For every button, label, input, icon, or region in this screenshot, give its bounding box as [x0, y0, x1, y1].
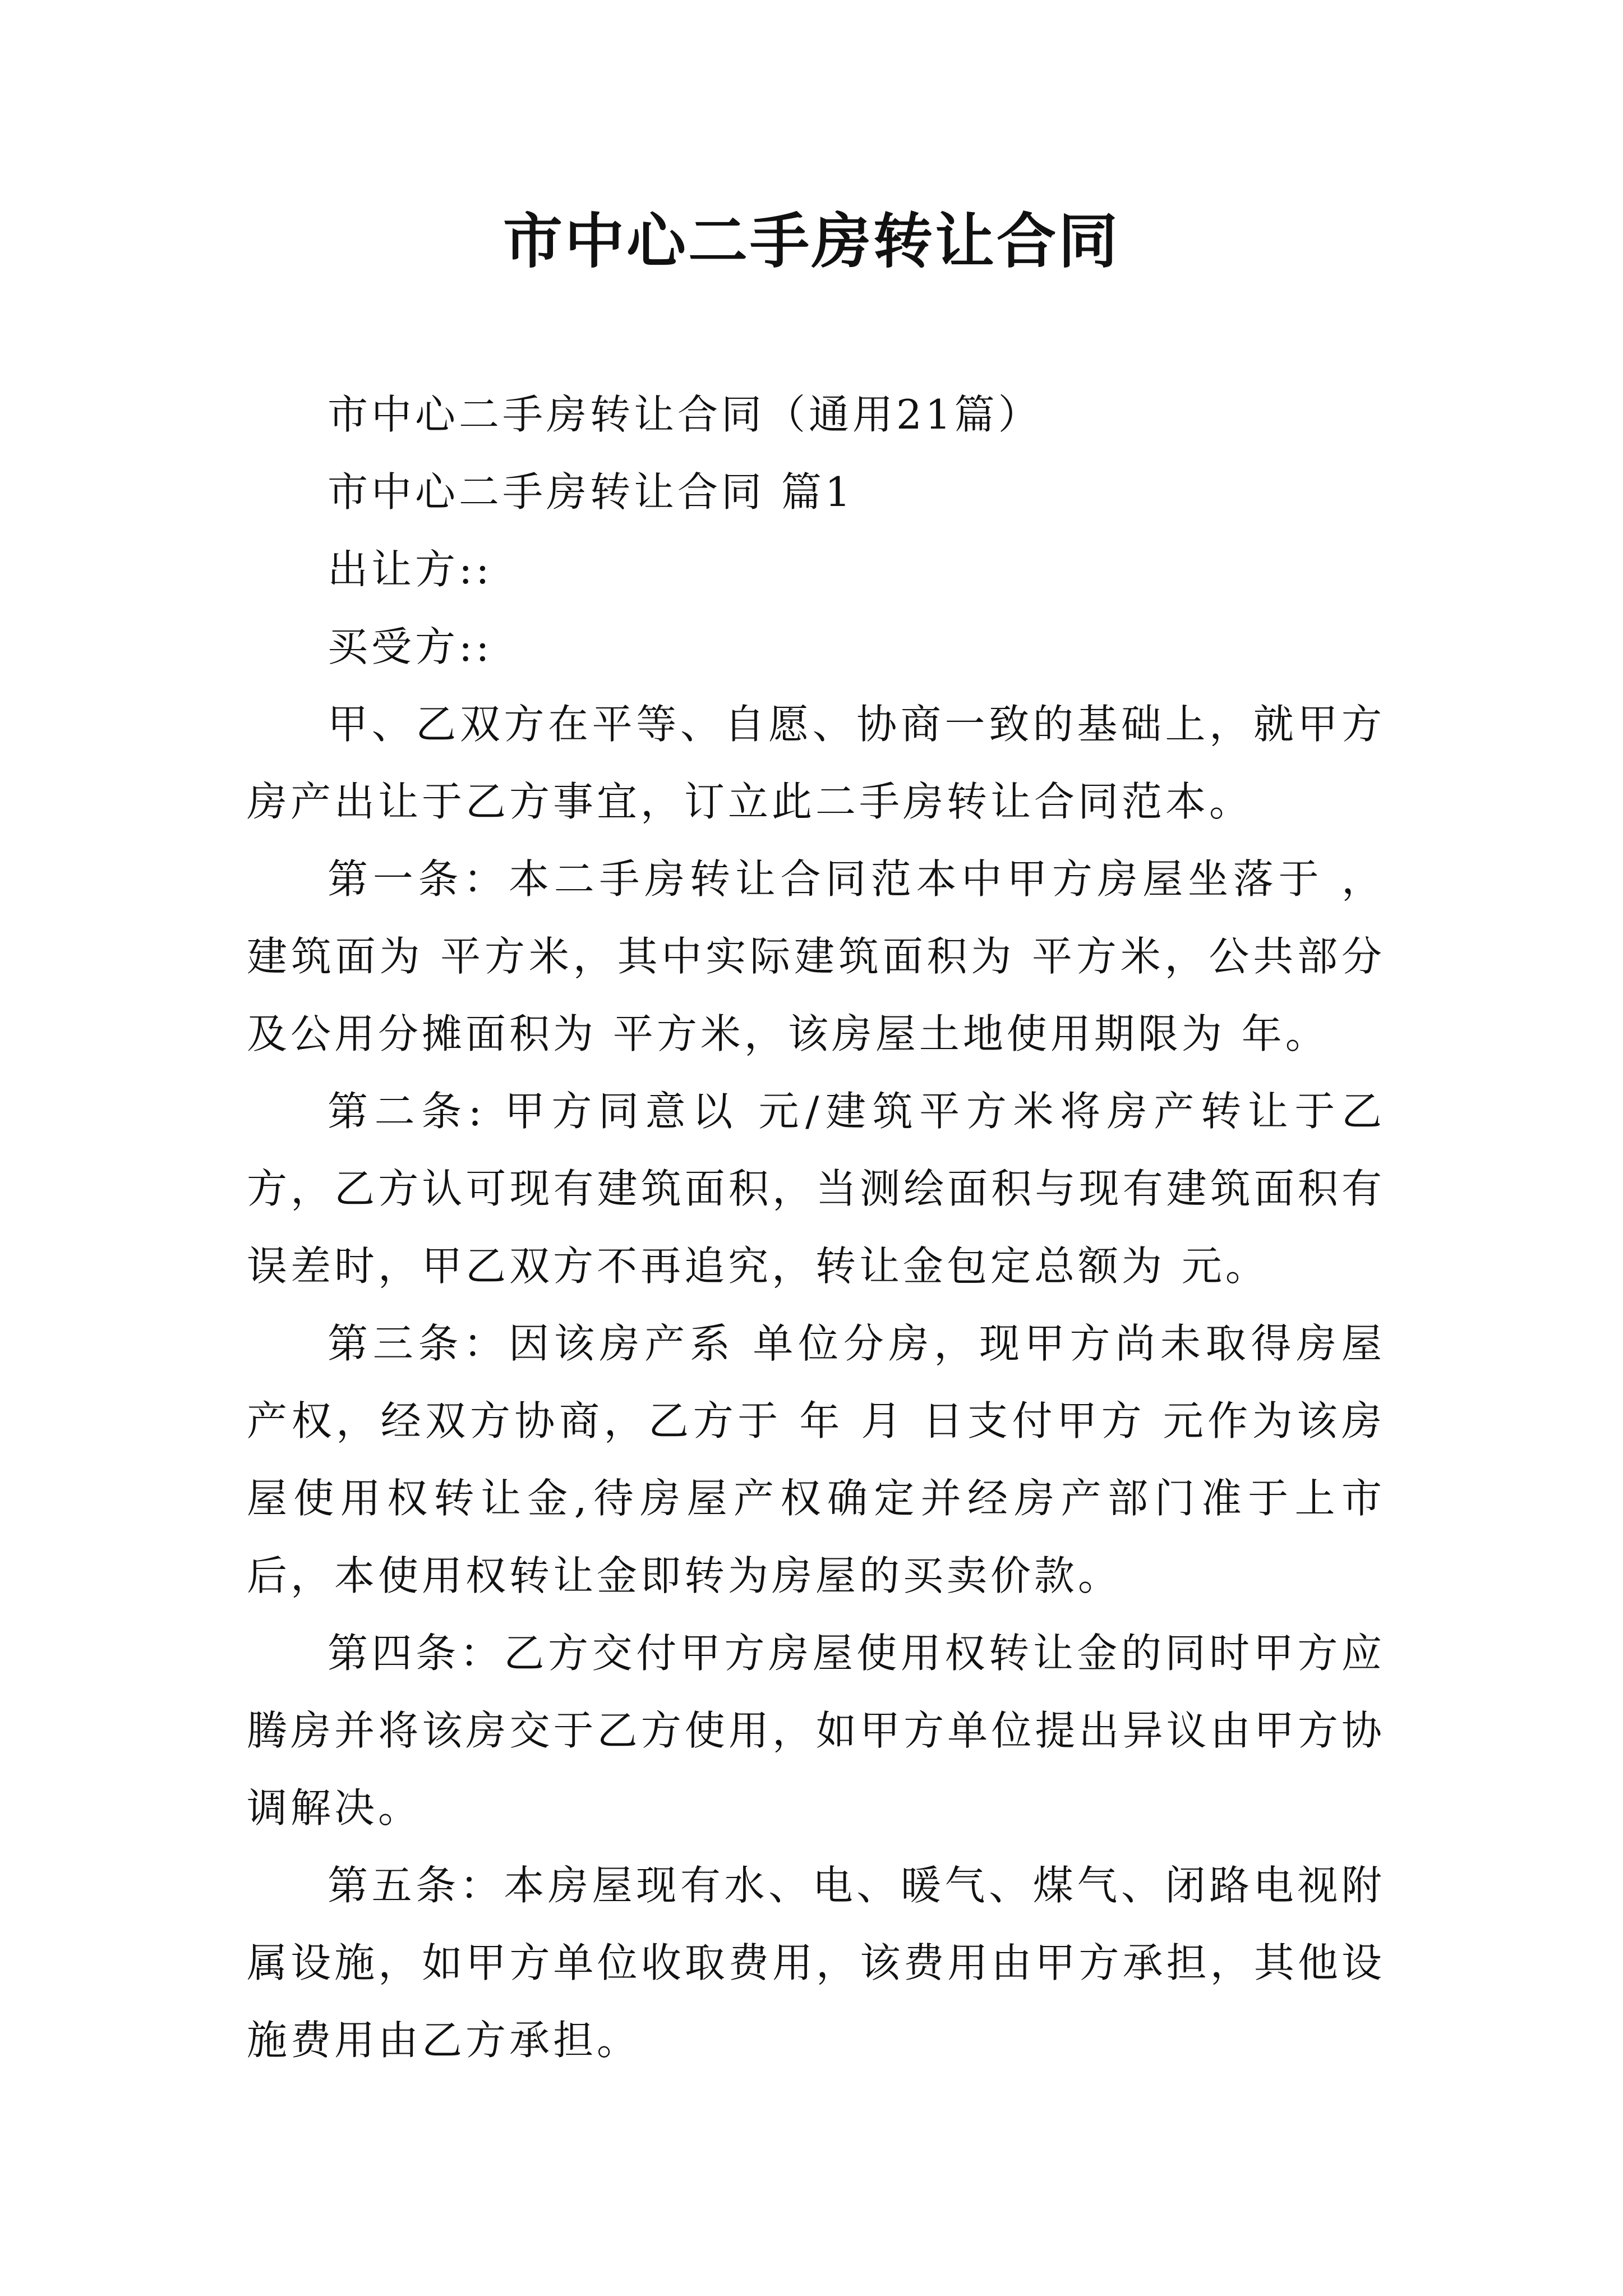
paragraph-article-2: 第二条: 甲方同意以 元/建筑平方米将房产转让于乙方，乙方认可现有建筑面积，当测绘面积与现有建筑面积有误差时，甲乙双方不再追究，转让金包定总额为 元。	[247, 1088, 1385, 1290]
paragraph-article-5: 第五条：本房屋现有水、电、暖气、煤气、闭路电视附属设施，如甲方单位收取费用，该费用由甲方承担，其他设施费用由乙方承担。	[247, 1862, 1385, 2064]
paragraph-buyer: 买受方::	[328, 623, 493, 670]
paragraph-section-heading: 市中心二手房转让合同 篇1	[328, 468, 854, 516]
paragraph-preamble: 甲、乙双方在平等、自愿、协商一致的基础上，就甲方房产出让于乙方事宜，订立此二手房转让合同范本。	[247, 701, 1385, 825]
paragraph-article-4: 第四条：乙方交付甲方房屋使用权转让金的同时甲方应腾房并将该房交于乙方使用，如甲方单位提出异议由甲方协调解决。	[247, 1630, 1385, 1832]
page-title: 市中心二手房转让合同	[503, 206, 1120, 276]
document-body	[247, 376, 1385, 2079]
paragraph-article-3: 第三条：因该房产系 单位分房，现甲方尚未取得房屋产权，经双方协商，乙方于 年 月 日支付甲方 元作为该房屋使用权转让金,待房屋产权确定并经房产部门准于上市后，本使用权转让金即转为房屋的买卖价款。	[247, 1320, 1385, 1599]
paragraph-collection-title: 市中心二手房转让合同（通用21篇）	[328, 391, 1042, 438]
paragraph-seller: 出让方::	[328, 546, 493, 593]
paragraph-article-1: 第一条：本二手房转让合同范本中甲方房屋坐落于 ，建筑面为 平方米，其中实际建筑面积为 平方米，公共部分及公用分摊面积为 平方米，该房屋土地使用期限为 年。	[247, 855, 1385, 1057]
